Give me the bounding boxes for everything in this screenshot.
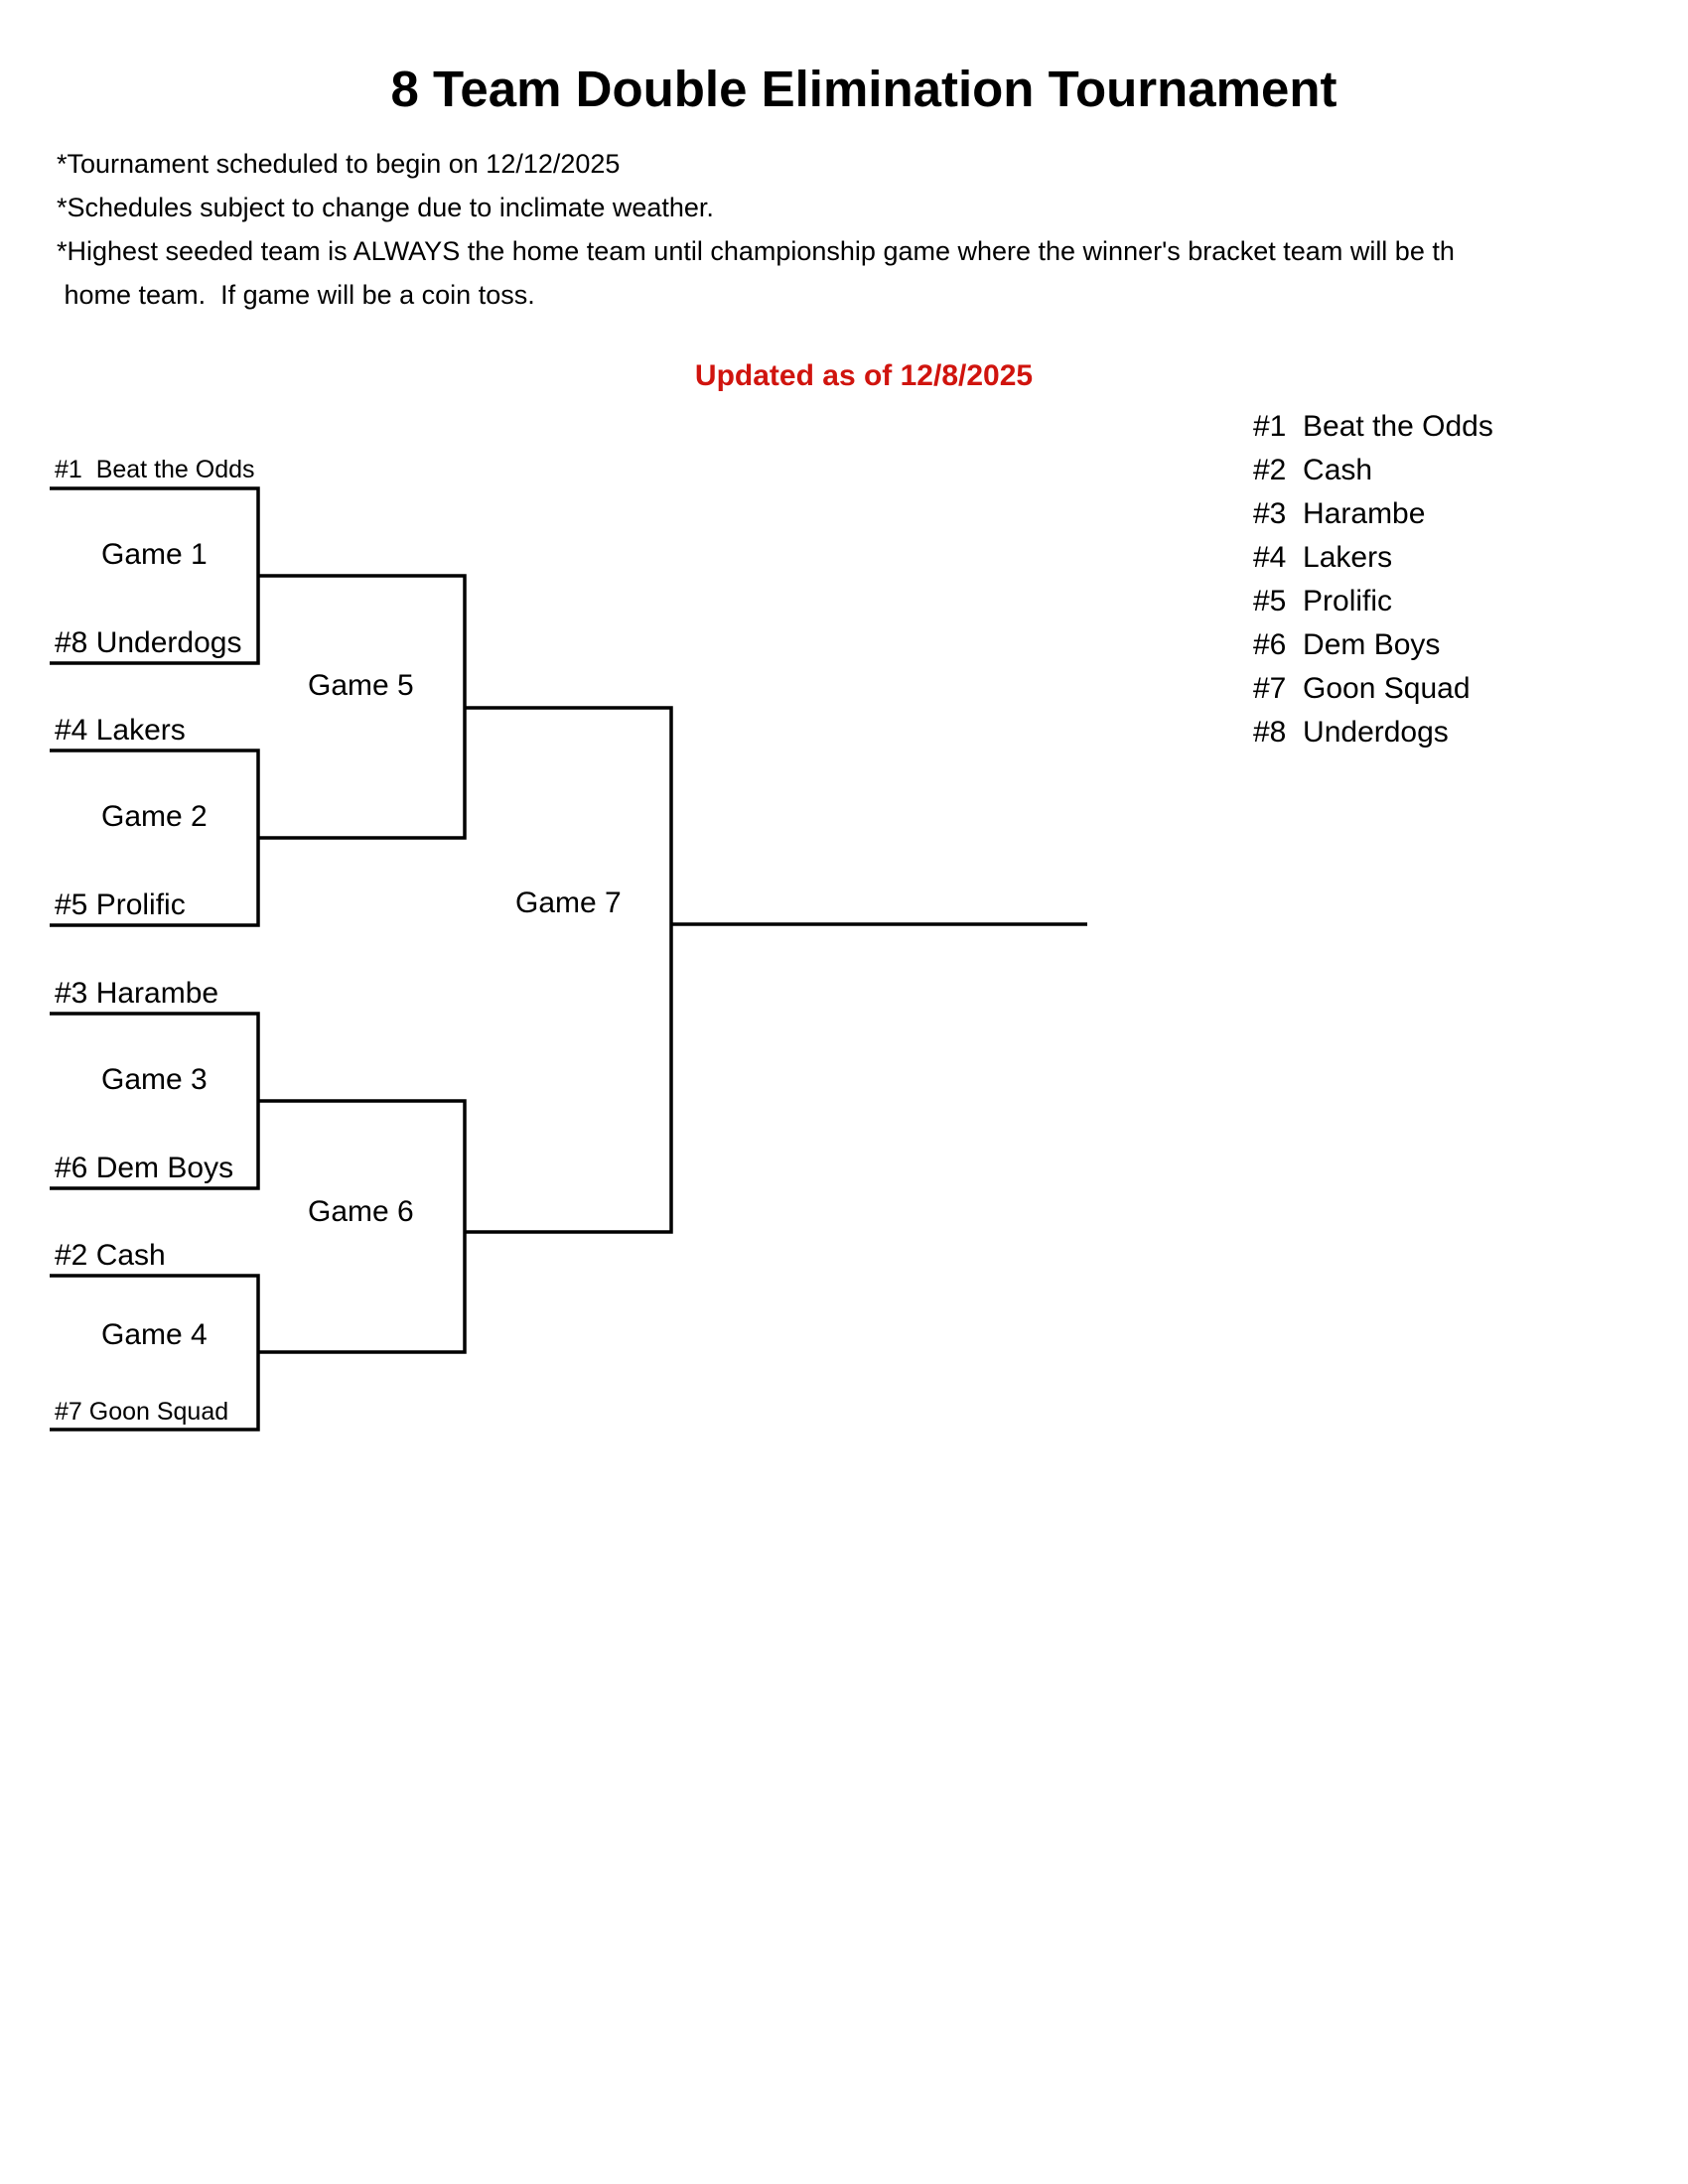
game-6-label: Game 6	[308, 1195, 414, 1228]
game-2-label: Game 2	[101, 800, 208, 833]
game5-bracket-line	[258, 576, 465, 838]
game-1-label: Game 1	[101, 538, 208, 571]
seed-list-item: #4 Lakers	[1253, 541, 1393, 574]
seed-list-item: #3 Harambe	[1253, 497, 1426, 530]
note-start-date: *Tournament scheduled to begin on 12/12/2025	[57, 149, 621, 179]
seed-list-item: #1 Beat the Odds	[1253, 410, 1493, 443]
updated-date: Updated as of 12/8/2025	[694, 359, 1034, 392]
team-slot-3: #3 Harambe	[55, 977, 219, 1010]
seed-list-item: #2 Cash	[1253, 454, 1373, 486]
seed-list-item: #7 Goon Squad	[1253, 672, 1471, 705]
note-home-team: *Highest seeded team is ALWAYS the home team until championship game where the winner's bracket team will be th	[57, 236, 1455, 266]
team-slot-1: #1 Beat the Odds	[55, 456, 255, 483]
game-3-label: Game 3	[101, 1063, 208, 1096]
seed-list-item: #5 Prolific	[1253, 585, 1393, 617]
team-slot-4: #4 Lakers	[55, 714, 186, 747]
note-weather: *Schedules subject to change due to inclimate weather.	[57, 193, 714, 222]
team-slot-7: #7 Goon Squad	[55, 1398, 229, 1426]
game-5-label: Game 5	[308, 669, 414, 702]
game7-bracket-line	[465, 708, 671, 1232]
team-slot-6: #6 Dem Boys	[55, 1152, 234, 1184]
team-slot-8: #8 Underdogs	[55, 626, 242, 659]
team-slot-5: #5 Prolific	[55, 888, 186, 921]
seed-list-item: #6 Dem Boys	[1253, 628, 1441, 661]
page-title: 8 Team Double Elimination Tournament	[390, 61, 1337, 117]
team-slot-2: #2 Cash	[55, 1239, 166, 1272]
seed-list-item: #8 Underdogs	[1253, 716, 1449, 749]
game-7-label: Game 7	[515, 887, 622, 919]
note-home-team-cont: home team. If game will be a coin toss.	[57, 280, 535, 310]
game-4-label: Game 4	[101, 1318, 208, 1351]
